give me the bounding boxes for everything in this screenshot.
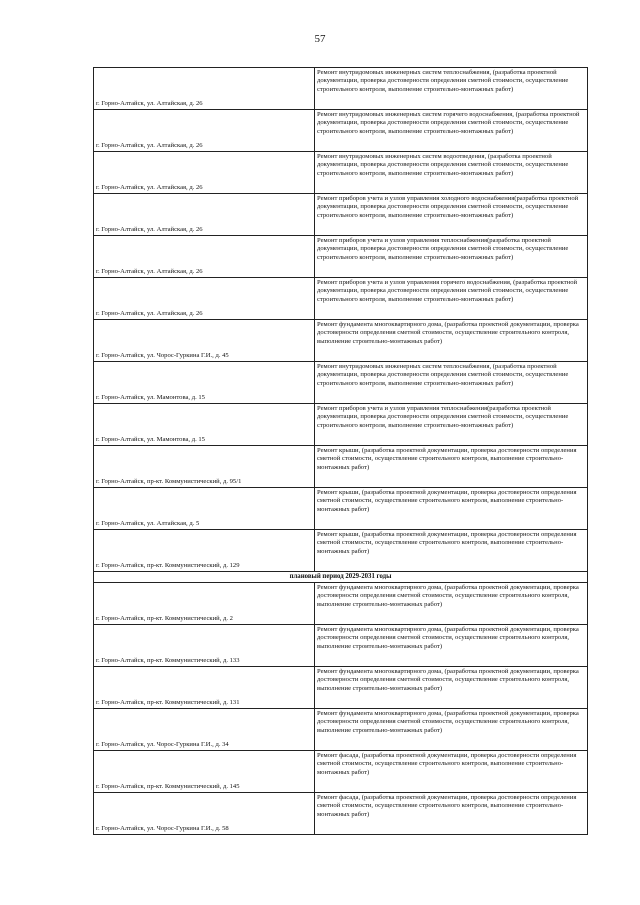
work-description-cell: Ремонт приборов учета и узлов управления холодного водоснабжения(разработка проектной документации, проверка достоверности определения сметной стоимости, осуществление строительного контроля, выполнение строительно-монтажных работ)	[315, 194, 588, 236]
work-description-cell: Ремонт фасада, (разработка проектной документации, проверка достоверности определения сметной стоимости, осуществление строительного контроля, выполнение строительно-монтажных работ)	[315, 751, 588, 793]
address-cell: г. Горно-Алтайск, пр-кт. Коммунистический, д. 129	[94, 530, 315, 572]
work-description-cell: Ремонт крыши, (разработка проектной документации, проверка достоверности определения сметной стоимости, осуществление строительного контроля, выполнение строительно-монтажных работ)	[315, 488, 588, 530]
work-description-cell: Ремонт фундамента многоквартирного дома, (разработка проектной документации, проверка достоверности определения сметной стоимости, осуществление строительного контроля, выполнение строительно-монтажных работ)	[315, 625, 588, 667]
work-description-cell: Ремонт внутридомовых инженерных систем теплоснабжения, (разработка проектной документации, проверка достоверности определения сметной стоимости, осуществление строительного контроля, выполнение строительно-монтажных работ)	[315, 68, 588, 110]
work-description-cell: Ремонт приборов учета и узлов управления теплоснабжения(разработка проектной документации, проверка достоверности определения сметной стоимости, осуществление строительного контроля, выполнение строительно-монтажных работ)	[315, 404, 588, 446]
address-cell: г. Горно-Алтайск, пр-кт. Коммунистический, д. 131	[94, 667, 315, 709]
address-cell: г. Горно-Алтайск, ул. Чорос-Гуркина Г.И., д. 45	[94, 320, 315, 362]
works-table	[93, 67, 588, 835]
work-description-cell: Ремонт крыши, (разработка проектной документации, проверка достоверности определения сметной стоимости, осуществление строительного контроля, выполнение строительно-монтажных работ)	[315, 530, 588, 572]
work-description-cell: Ремонт приборов учета и узлов управления горячего водоснабжения, (разработка проектной документации, проверка достоверности определения сметной стоимости, осуществление строительного контроля, выполнение строительно-монтажных работ)	[315, 278, 588, 320]
table-row	[94, 362, 588, 404]
work-description-cell: Ремонт фундамента многоквартирного дома, (разработка проектной документации, проверка достоверности определения сметной стоимости, осуществление строительного контроля, выполнение строительно-монтажных работ)	[315, 583, 588, 625]
address-cell: г. Горно-Алтайск, ул. Алтайская, д. 26	[94, 152, 315, 194]
work-description-cell: Ремонт фундамента многоквартирного дома, (разработка проектной документации, проверка достоверности определения сметной стоимости, осуществление строительного контроля, выполнение строительно-монтажных работ)	[315, 320, 588, 362]
work-description-cell: Ремонт внутридомовых инженерных систем горячего водоснабжения, (разработка проектной документации, проверка достоверности определения сметной стоимости, осуществление строительного контроля, выполнение строительно-монтажных работ)	[315, 110, 588, 152]
table-row	[94, 320, 588, 362]
address-cell: г. Горно-Алтайск, ул. Алтайская, д. 26	[94, 110, 315, 152]
address-cell: г. Горно-Алтайск, пр-кт. Коммунистический, д. 145	[94, 751, 315, 793]
address-cell: г. Горно-Алтайск, пр-кт. Коммунистический, д. 95/1	[94, 446, 315, 488]
table-row	[94, 152, 588, 194]
address-cell: г. Горно-Алтайск, ул. Алтайская, д. 26	[94, 194, 315, 236]
table-row	[94, 667, 588, 709]
section-title: плановый период 2029-2031 годы	[94, 572, 588, 583]
work-description-cell: Ремонт внутридомовых инженерных систем теплоснабжения, (разработка проектной документации, проверка достоверности определения сметной стоимости, осуществление строительного контроля, выполнение строительно-монтажных работ)	[315, 362, 588, 404]
table-row	[94, 488, 588, 530]
work-description-cell: Ремонт приборов учета и узлов управления теплоснабжения(разработка проектной документации, проверка достоверности определения сметной стоимости, осуществление строительного контроля, выполнение строительно-монтажных работ)	[315, 236, 588, 278]
table-row	[94, 194, 588, 236]
address-cell: г. Горно-Алтайск, ул. Мамонтова, д. 15	[94, 404, 315, 446]
work-description-cell: Ремонт внутридомовых инженерных систем водоотведения, (разработка проектной документации, проверка достоверности определения сметной стоимости, осуществление строительного контроля, выполнение строительно-монтажных работ)	[315, 152, 588, 194]
section-row	[94, 572, 588, 583]
page-number: 57	[314, 33, 326, 45]
address-cell: г. Горно-Алтайск, ул. Чорос-Гуркина Г.И., д. 58	[94, 793, 315, 835]
work-description-cell: Ремонт фасада, (разработка проектной документации, проверка достоверности определения сметной стоимости, осуществление строительного контроля, выполнение строительно-монтажных работ)	[315, 793, 588, 835]
table-row	[94, 583, 588, 625]
table-row	[94, 530, 588, 572]
table-row	[94, 278, 588, 320]
work-description-cell: Ремонт фундамента многоквартирного дома, (разработка проектной документации, проверка достоверности определения сметной стоимости, осуществление строительного контроля, выполнение строительно-монтажных работ)	[315, 667, 588, 709]
address-cell: г. Горно-Алтайск, ул. Алтайская, д. 26	[94, 68, 315, 110]
work-description-cell: Ремонт крыши, (разработка проектной документации, проверка достоверности определения сметной стоимости, осуществление строительного контроля, выполнение строительно-монтажных работ)	[315, 446, 588, 488]
address-cell: г. Горно-Алтайск, пр-кт. Коммунистический, д. 2	[94, 583, 315, 625]
work-description-cell: Ремонт фундамента многоквартирного дома, (разработка проектной документации, проверка достоверности определения сметной стоимости, осуществление строительного контроля, выполнение строительно-монтажных работ)	[315, 709, 588, 751]
table-row	[94, 625, 588, 667]
table-row	[94, 68, 588, 110]
address-cell: г. Горно-Алтайск, ул. Алтайская, д. 26	[94, 236, 315, 278]
table-row	[94, 709, 588, 751]
table-row	[94, 404, 588, 446]
table-row	[94, 793, 588, 835]
table-row	[94, 110, 588, 152]
table-row	[94, 751, 588, 793]
address-cell: г. Горно-Алтайск, ул. Алтайская, д. 5	[94, 488, 315, 530]
table-row	[94, 236, 588, 278]
address-cell: г. Горно-Алтайск, ул. Алтайская, д. 26	[94, 278, 315, 320]
address-cell: г. Горно-Алтайск, ул. Чорос-Гуркина Г.И., д. 34	[94, 709, 315, 751]
address-cell: г. Горно-Алтайск, пр-кт. Коммунистический, д. 133	[94, 625, 315, 667]
table-row	[94, 446, 588, 488]
address-cell: г. Горно-Алтайск, ул. Мамонтова, д. 15	[94, 362, 315, 404]
